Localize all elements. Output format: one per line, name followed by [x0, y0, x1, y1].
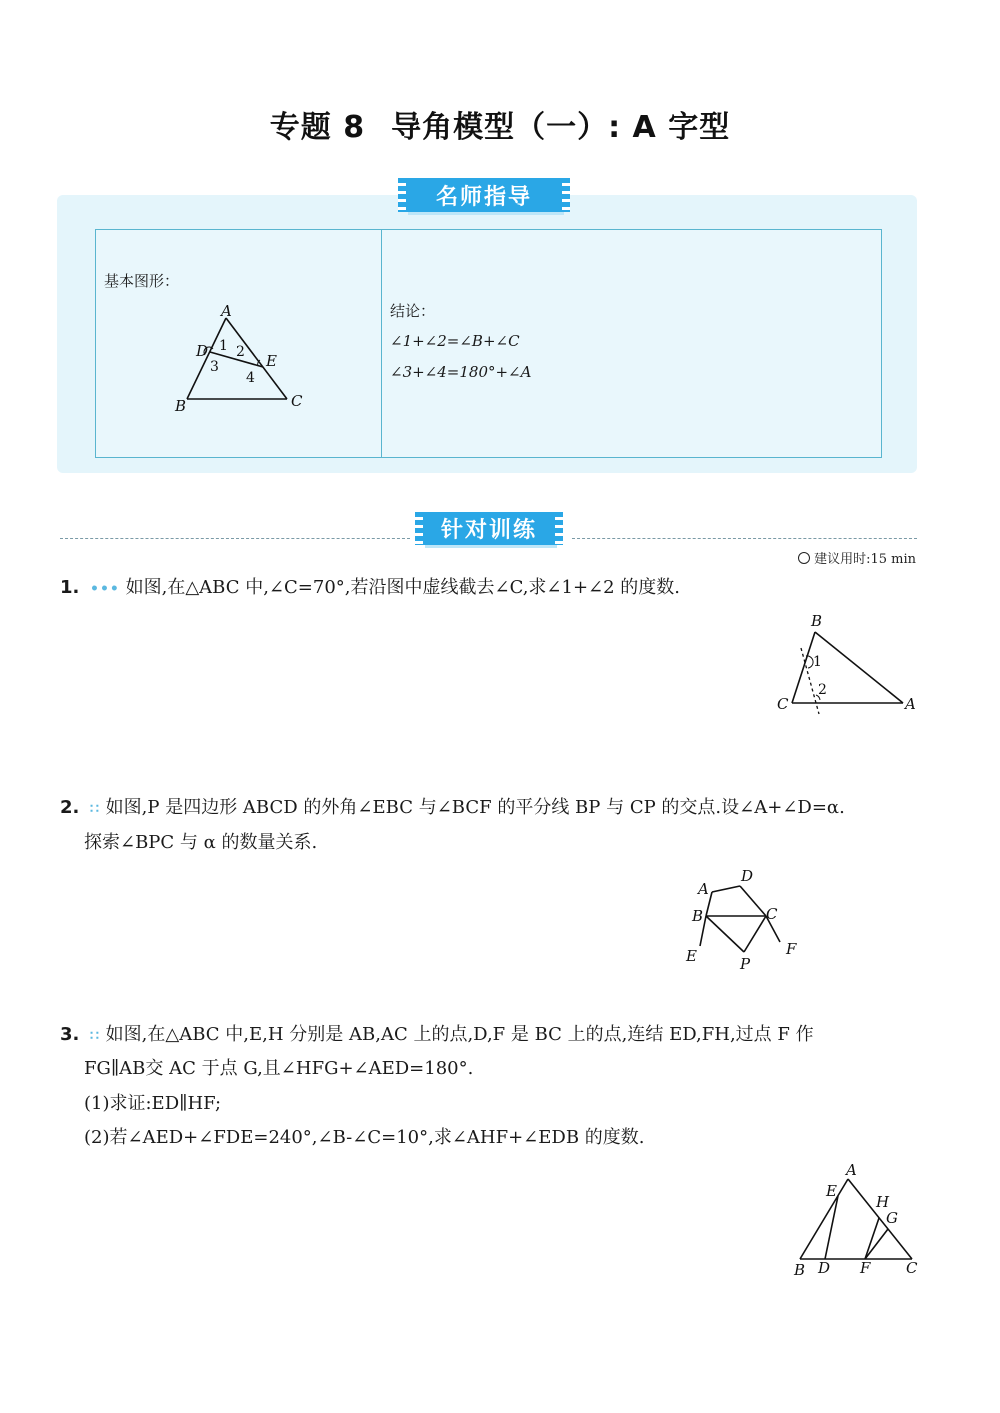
- label-d: D: [741, 867, 754, 885]
- question-2-body: 如图,P 是四边形 ABCD 的外角∠EBC 与∠BCF 的平分线 BP 与 CP 的交点.设∠A+∠D=α.: [105, 797, 845, 818]
- question-3-part-1: (1)求证:ED∥HF;: [84, 1093, 222, 1114]
- segment-ab: [800, 1179, 848, 1259]
- label-a: A: [846, 1161, 857, 1179]
- label-b: B: [794, 1261, 806, 1279]
- label-c: C: [906, 1259, 918, 1277]
- conclusion-2: ∠3+∠4=180°+∠A: [390, 363, 532, 381]
- question-3-part-2: (2)若∠AED+∠FDE=240°,∠B-∠C=10°,求∠AHF+∠EDB 的度数.: [84, 1127, 645, 1148]
- training-banner: [423, 512, 555, 545]
- label-c: C: [766, 905, 778, 923]
- label-c: C: [777, 695, 789, 713]
- question-3-figure: [780, 1155, 925, 1285]
- time-note: [798, 548, 916, 567]
- segment-bp: [706, 916, 744, 952]
- divider-right: [572, 538, 917, 539]
- segment-fh: [865, 1218, 879, 1259]
- segment-fg: [865, 1229, 888, 1259]
- label-a: A: [698, 880, 709, 898]
- difficulty-mark: ∷: [90, 801, 100, 817]
- title-number: 专题 8: [269, 110, 366, 145]
- title-text: 导角模型（一）: A 字型: [391, 110, 731, 145]
- label-angle-2: 2: [818, 682, 827, 698]
- label-b: B: [811, 612, 823, 630]
- label-f: F: [786, 940, 797, 958]
- guide-banner: [406, 178, 562, 212]
- question-3-number: 3.: [60, 1024, 80, 1045]
- conclusion-label: 结论：: [390, 302, 436, 320]
- conclusion-1: ∠1+∠2=∠B+∠C: [390, 332, 520, 350]
- clock-icon: [798, 552, 810, 564]
- question-1-body: 如图,在△ABC 中,∠C=70°,若沿图中虚线截去∠C,求∠1+∠2 的度数.: [125, 577, 681, 598]
- segment-ad: [712, 886, 740, 892]
- label-f: F: [860, 1259, 871, 1277]
- label-d: D: [818, 1259, 831, 1277]
- label-e: E: [826, 1182, 837, 1200]
- segment-cp: [744, 916, 766, 952]
- question-3-line-2: FG∥AB交 AC 于点 G,且∠HFG+∠AED=180°.: [84, 1058, 474, 1079]
- difficulty-mark: ∷: [90, 1028, 100, 1044]
- label-e: E: [266, 352, 277, 370]
- time-note-text: 建议用时:15 min: [814, 552, 916, 567]
- question-2-figure: [680, 862, 810, 974]
- segment-bc: [792, 632, 815, 703]
- label-p: P: [740, 955, 751, 973]
- question-1-number: 1.: [60, 577, 80, 598]
- label-a: A: [221, 302, 232, 320]
- segment-ba: [815, 632, 903, 703]
- label-angle-3: 3: [210, 359, 219, 375]
- label-angle-1: 1: [219, 338, 228, 354]
- basic-figure: [160, 300, 320, 415]
- segment-ac: [848, 1179, 912, 1259]
- label-b: B: [692, 907, 704, 925]
- label-angle-4: 4: [246, 370, 255, 386]
- question-1-text: [90, 570, 680, 607]
- question-2-line-2: 探索∠BPC 与 α 的数量关系.: [84, 832, 318, 853]
- difficulty-mark: •••: [90, 581, 120, 597]
- label-g: G: [886, 1209, 898, 1227]
- question-3-line-1: [90, 1017, 814, 1054]
- label-c: C: [291, 392, 303, 410]
- guide-divider: [381, 229, 382, 458]
- training-banner-label: 针对训练: [440, 518, 537, 543]
- guide-banner-label: 名师指导: [435, 184, 532, 210]
- basic-figure-label: 基本图形：: [104, 272, 180, 290]
- question-3-body: 如图,在△ABC 中,E,H 分别是 AB,AC 上的点,D,F 是 BC 上的点,连结 ED,FH,过点 F 作: [105, 1024, 814, 1045]
- label-angle-1: 1: [813, 654, 822, 670]
- label-h: H: [876, 1193, 890, 1211]
- segment-dc: [740, 886, 766, 916]
- label-d: D: [196, 342, 209, 360]
- question-1-figure: [770, 612, 920, 720]
- label-e: E: [686, 947, 697, 965]
- divider-left: [60, 538, 410, 539]
- page-title: [0, 102, 1000, 146]
- label-a: A: [905, 695, 916, 713]
- label-angle-2: 2: [236, 344, 245, 360]
- question-2-number: 2.: [60, 797, 80, 818]
- question-2-line-1: [90, 790, 845, 827]
- label-b: B: [175, 397, 187, 415]
